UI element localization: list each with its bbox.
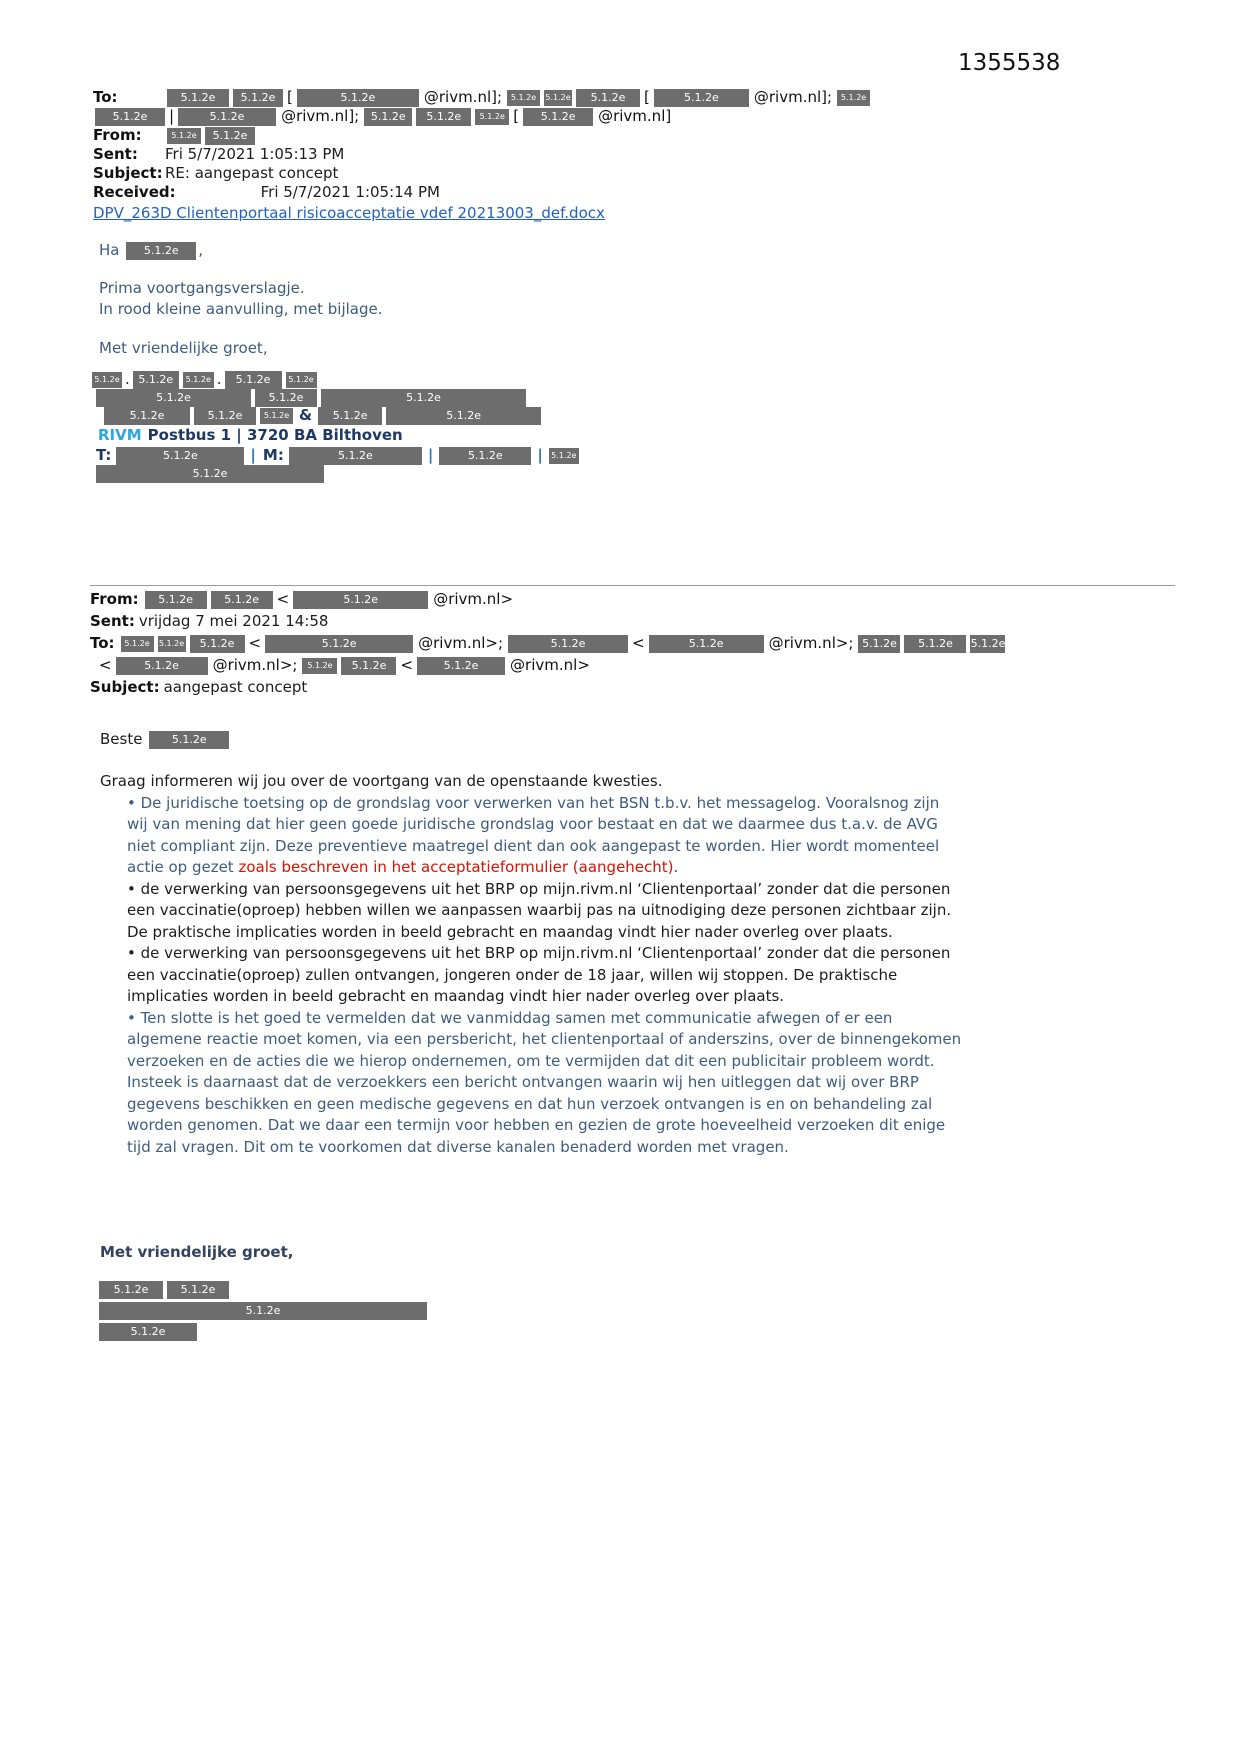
body-text: verzoeken en de acties die we hierop ondernemen, om te vermijden dat dit een publicitair probleem wordt. bbox=[127, 1051, 935, 1070]
body-line bbox=[127, 965, 1175, 987]
redaction-block: 5.1.2e bbox=[260, 408, 293, 424]
redaction-block: 5.1.2e bbox=[289, 447, 422, 465]
greeting-comma: , bbox=[198, 241, 204, 259]
from-label: From: bbox=[90, 590, 139, 608]
header-text: < bbox=[632, 634, 645, 652]
contact-label: T: bbox=[96, 446, 112, 464]
body-paragraph bbox=[127, 793, 1175, 879]
signature-row-function bbox=[90, 388, 1170, 406]
header-text: < bbox=[248, 634, 262, 652]
body-line bbox=[127, 857, 1175, 879]
header-text: [ bbox=[513, 107, 520, 125]
signature-row-name bbox=[97, 1280, 1175, 1298]
attachment-link[interactable]: DPV_263D Clientenportaal risicoacceptatie vdef 20213003_def.docx bbox=[93, 204, 605, 222]
signature-1 bbox=[90, 370, 1170, 482]
redaction-block: 5.1.2e bbox=[439, 447, 531, 465]
contact-label: M: bbox=[262, 446, 284, 464]
greeting-1 bbox=[99, 239, 1170, 261]
received-value: Fri 5/7/2021 1:05:14 PM bbox=[260, 183, 440, 201]
separator: | bbox=[537, 446, 543, 464]
redaction-block: 5.1.2e bbox=[190, 635, 245, 653]
redaction-block: 5.1.2e bbox=[96, 389, 251, 407]
redaction-block: 5.1.2e bbox=[837, 90, 870, 106]
attachment-row bbox=[90, 203, 1170, 223]
redaction-block: 5.1.2e bbox=[507, 90, 540, 106]
body-line bbox=[127, 793, 1175, 815]
redaction-block: 5.1.2e bbox=[341, 657, 396, 675]
redaction-block: 5.1.2e bbox=[149, 731, 229, 749]
redaction-block: 5.1.2e bbox=[133, 371, 179, 389]
body-line bbox=[127, 922, 1175, 944]
redaction-block: 5.1.2e bbox=[205, 127, 255, 145]
redaction-block: 5.1.2e bbox=[225, 371, 282, 389]
body-text: gegevens beschikken en geen medische gegevens en dat hun verzoek ontvangen is en on behandeling zal bbox=[127, 1094, 933, 1113]
body-text: De praktische implicaties worden in beeld gebracht en maandag vindt hier nader overleg over plaats. bbox=[127, 922, 893, 941]
header2-row-to-line1 bbox=[90, 632, 1175, 654]
greeting-text: Beste bbox=[100, 730, 143, 748]
redaction-block: 5.1.2e bbox=[416, 108, 471, 126]
body-paragraph bbox=[100, 771, 1175, 793]
redaction-block: 5.1.2e bbox=[386, 407, 541, 425]
to-label: To: bbox=[93, 88, 118, 106]
redaction-block: 5.1.2e bbox=[417, 657, 505, 675]
redaction-block: 5.1.2e bbox=[255, 389, 317, 407]
body-text: tijd zal vragen. Dit om te voorkomen dat diverse kanalen benaderd worden met vragen. bbox=[127, 1137, 789, 1156]
email-1-body bbox=[99, 278, 1170, 320]
redaction-block: 5.1.2e bbox=[99, 1323, 197, 1341]
signature-row-email bbox=[90, 464, 1170, 482]
greeting-2 bbox=[100, 728, 1175, 750]
body-text: actie op gezet bbox=[127, 858, 239, 876]
body-line bbox=[127, 1094, 1175, 1116]
redaction-block: 5.1.2e bbox=[211, 591, 273, 609]
redaction-block: 5.1.2e bbox=[167, 1281, 229, 1299]
redaction-block: 5.1.2e bbox=[364, 108, 412, 126]
body-paragraph bbox=[127, 879, 1175, 944]
redaction-block: 5.1.2e bbox=[302, 658, 337, 674]
body-line bbox=[127, 814, 1175, 836]
redaction-block: 5.1.2e bbox=[475, 109, 509, 125]
header2-row-sent bbox=[90, 610, 1175, 632]
redaction-block: 5.1.2e bbox=[126, 242, 196, 260]
redaction-block: 5.1.2e bbox=[318, 407, 382, 425]
body-line bbox=[127, 986, 1175, 1008]
body-text: • de verwerking van persoonsgegevens uit het BRP op mijn.rivm.nl ‘Clientenportaal’ zonder dat die personen bbox=[127, 944, 951, 962]
signature-phone-row bbox=[90, 446, 1170, 464]
subject-value: aangepast concept bbox=[163, 678, 308, 696]
redaction-block: 5.1.2e bbox=[265, 635, 413, 653]
redaction-block: 5.1.2e bbox=[544, 90, 572, 106]
ampersand: & bbox=[299, 406, 313, 424]
body-paragraph bbox=[127, 943, 1175, 1008]
redaction-block: 5.1.2e bbox=[904, 635, 966, 653]
subject-value: RE: aangepast concept bbox=[165, 164, 339, 182]
body-text: implicaties worden in beeld gebracht en maandag vindt hier nader overleg over plaats. bbox=[127, 987, 785, 1005]
header2-row-from bbox=[90, 588, 1175, 610]
header-text: [ bbox=[644, 88, 650, 106]
closing-2: Met vriendelijke groet, bbox=[100, 1243, 294, 1261]
header-row-to-line2 bbox=[90, 107, 1170, 126]
redaction-block: 5.1.2e bbox=[293, 591, 428, 609]
header-row-received bbox=[90, 183, 1170, 202]
redaction-block: 5.1.2e bbox=[145, 591, 207, 609]
sent-label: Sent: bbox=[90, 612, 135, 630]
header-text: < bbox=[400, 656, 414, 674]
redaction-block: 5.1.2e bbox=[970, 635, 1005, 653]
header-text: | bbox=[169, 107, 175, 125]
redaction-block: 5.1.2e bbox=[158, 636, 186, 652]
header-text: @rivm.nl]; bbox=[423, 88, 503, 106]
signature-row-department bbox=[97, 1322, 1175, 1340]
red-emphasis-text: zoals beschreven in het acceptatieformulier (aangehecht). bbox=[238, 858, 679, 876]
redaction-block: 5.1.2e bbox=[116, 447, 244, 465]
header-text: @rivm.nl>; bbox=[418, 634, 504, 652]
redaction-block: 5.1.2e bbox=[99, 1302, 427, 1320]
body-text: een vaccinatie(oproep) hebben willen we aanpassen waarbij pas na uitnodiging deze personen zichtbaar zijn. bbox=[127, 901, 952, 919]
redaction-block: 5.1.2e bbox=[194, 407, 256, 425]
body-text: Insteek is daarnaast dat de verzoekkers een bericht ontvangen waarin wij hen uitleggen dat wij over BRP bbox=[127, 1073, 919, 1091]
body-line bbox=[127, 1029, 1175, 1051]
redaction-block: 5.1.2e bbox=[178, 108, 276, 126]
body-text: Graag informeren wij jou over de voortgang van de openstaande kwesties. bbox=[100, 772, 663, 790]
header-row-subject bbox=[90, 164, 1170, 183]
redaction-block: 5.1.2e bbox=[321, 389, 526, 407]
body-text: • de verwerking van persoonsgegevens uit het BRP op mijn.rivm.nl ‘Clientenportaal’ zonder dat die personen bbox=[127, 879, 951, 898]
redaction-block: 5.1.2e bbox=[183, 372, 214, 388]
redaction-block: 5.1.2e bbox=[286, 372, 317, 388]
body-line bbox=[127, 900, 1175, 922]
redaction-block: 5.1.2e bbox=[858, 635, 900, 653]
header-text: @rivm.nl] bbox=[598, 107, 672, 125]
body-line bbox=[127, 1115, 1175, 1137]
header2-row-to-line2 bbox=[90, 654, 1175, 676]
header-row-sent bbox=[90, 145, 1170, 164]
header-row-to-line1 bbox=[90, 88, 1170, 107]
redaction-block: 5.1.2e bbox=[99, 1281, 163, 1299]
redaction-block: 5.1.2e bbox=[116, 657, 208, 675]
org-address: Postbus 1 | 3720 BA Bilthoven bbox=[147, 426, 403, 444]
email-1 bbox=[90, 88, 1170, 482]
to-value-line1 bbox=[165, 88, 872, 106]
body-text: niet compliant zijn. Deze preventieve maatregel dient dan ook aangepast te worden. Hier wordt momenteel bbox=[127, 836, 940, 855]
redaction-block: 5.1.2e bbox=[297, 89, 419, 107]
redaction-block: 5.1.2e bbox=[233, 89, 283, 107]
body-text: wij van mening dat hier geen goede juridische grondslag voor bestaat en dat we daarmee dus t.a.v. de AVG bbox=[127, 815, 938, 833]
body-text: algemene reactie moet komen, via een persbericht, het clientenportaal of anderszins, over de binnengekomen bbox=[127, 1030, 962, 1048]
redaction-block: 5.1.2e bbox=[96, 465, 324, 483]
header2-row-subject bbox=[90, 676, 1175, 698]
subject-label: Subject: bbox=[90, 678, 160, 696]
body-text: worden genomen. Dat we daar een termijn voor hebben en gezien de grote hoeveelheid verzoeken dit enige bbox=[127, 1116, 946, 1134]
sent-value: Fri 5/7/2021 1:05:13 PM bbox=[165, 145, 345, 163]
redaction-block: 5.1.2e bbox=[576, 89, 640, 107]
greeting-text: Ha bbox=[99, 241, 120, 259]
redaction-block: 5.1.2e bbox=[549, 448, 579, 464]
body-paragraph bbox=[127, 1008, 1175, 1159]
header-text: @rivm.nl>; bbox=[768, 634, 854, 652]
header-text: @rivm.nl>; bbox=[212, 656, 298, 674]
subject-label: Subject: bbox=[93, 164, 163, 182]
redaction-block: 5.1.2e bbox=[523, 108, 593, 126]
separator: | bbox=[427, 446, 434, 464]
email-2-body bbox=[100, 771, 1175, 1158]
body-line bbox=[127, 1008, 1175, 1030]
redaction-block: 5.1.2e bbox=[121, 636, 154, 652]
received-label: Received: bbox=[93, 183, 176, 201]
email-2 bbox=[90, 585, 1175, 1343]
redaction-block: 5.1.2e bbox=[167, 128, 201, 144]
redaction-block: 5.1.2e bbox=[104, 407, 190, 425]
signature-org-line bbox=[90, 424, 1170, 446]
header-text: @rivm.nl> bbox=[433, 590, 514, 608]
header-row-from bbox=[90, 126, 1170, 145]
redaction-block: 5.1.2e bbox=[649, 635, 764, 653]
redaction-block: 5.1.2e bbox=[167, 89, 229, 107]
body-line bbox=[127, 1072, 1175, 1094]
separator-line bbox=[90, 585, 1175, 586]
redaction-block: 5.1.2e bbox=[95, 108, 165, 126]
body-text: een vaccinatie(oproep) zullen ontvangen, jongeren onder de 18 jaar, willen wij stoppen. De praktische bbox=[127, 965, 898, 984]
sent-value: vrijdag 7 mei 2021 14:58 bbox=[138, 612, 329, 630]
dot: . bbox=[216, 370, 222, 388]
signature-2 bbox=[97, 1280, 1175, 1340]
header-text: [ bbox=[287, 88, 293, 106]
body-text: • De juridische toetsing op de grondslag voor verwerken van het BSN t.b.v. het messagelog. Vooralsnog zijn bbox=[127, 793, 940, 812]
header-text: < bbox=[99, 656, 112, 674]
closing-1: Met vriendelijke groet, bbox=[99, 339, 268, 357]
body-line: In rood kleine aanvulling, met bijlage. bbox=[99, 300, 383, 318]
body-line bbox=[127, 1137, 1175, 1159]
body-line: Prima voortgangsverslagje. bbox=[99, 279, 305, 297]
to-label: To: bbox=[90, 634, 115, 652]
redaction-block: 5.1.2e bbox=[508, 635, 628, 653]
body-line bbox=[127, 943, 1175, 965]
header-text: @rivm.nl> bbox=[510, 656, 590, 674]
org-name: RIVM bbox=[98, 426, 142, 444]
signature-row-department bbox=[90, 406, 1170, 424]
header-text: @rivm.nl]; bbox=[281, 107, 360, 125]
sent-label: Sent: bbox=[93, 145, 138, 163]
from-label: From: bbox=[93, 126, 142, 144]
to-value-line2 bbox=[97, 656, 593, 674]
signature-row-function bbox=[97, 1301, 1175, 1319]
from-value bbox=[143, 590, 516, 608]
body-line bbox=[127, 1051, 1175, 1073]
dot: . bbox=[125, 370, 130, 388]
to-value-line2 bbox=[93, 107, 674, 125]
from-value bbox=[165, 126, 257, 144]
body-text: • Ten slotte is het goed te vermelden dat we vanmiddag samen met communicatie afwegen of er een bbox=[127, 1008, 893, 1027]
body-line bbox=[100, 771, 1175, 793]
redaction-block: 5.1.2e bbox=[654, 89, 749, 107]
header-text: @rivm.nl]; bbox=[753, 88, 833, 106]
separator: | bbox=[250, 446, 256, 464]
redaction-block: 5.1.2e bbox=[92, 372, 122, 388]
body-line bbox=[127, 879, 1175, 901]
document-number: 1355538 bbox=[958, 50, 1061, 76]
header-text: < bbox=[276, 590, 290, 608]
signature-row-name bbox=[90, 370, 1170, 388]
body-line bbox=[127, 836, 1175, 858]
to-value-line1 bbox=[119, 634, 1008, 652]
